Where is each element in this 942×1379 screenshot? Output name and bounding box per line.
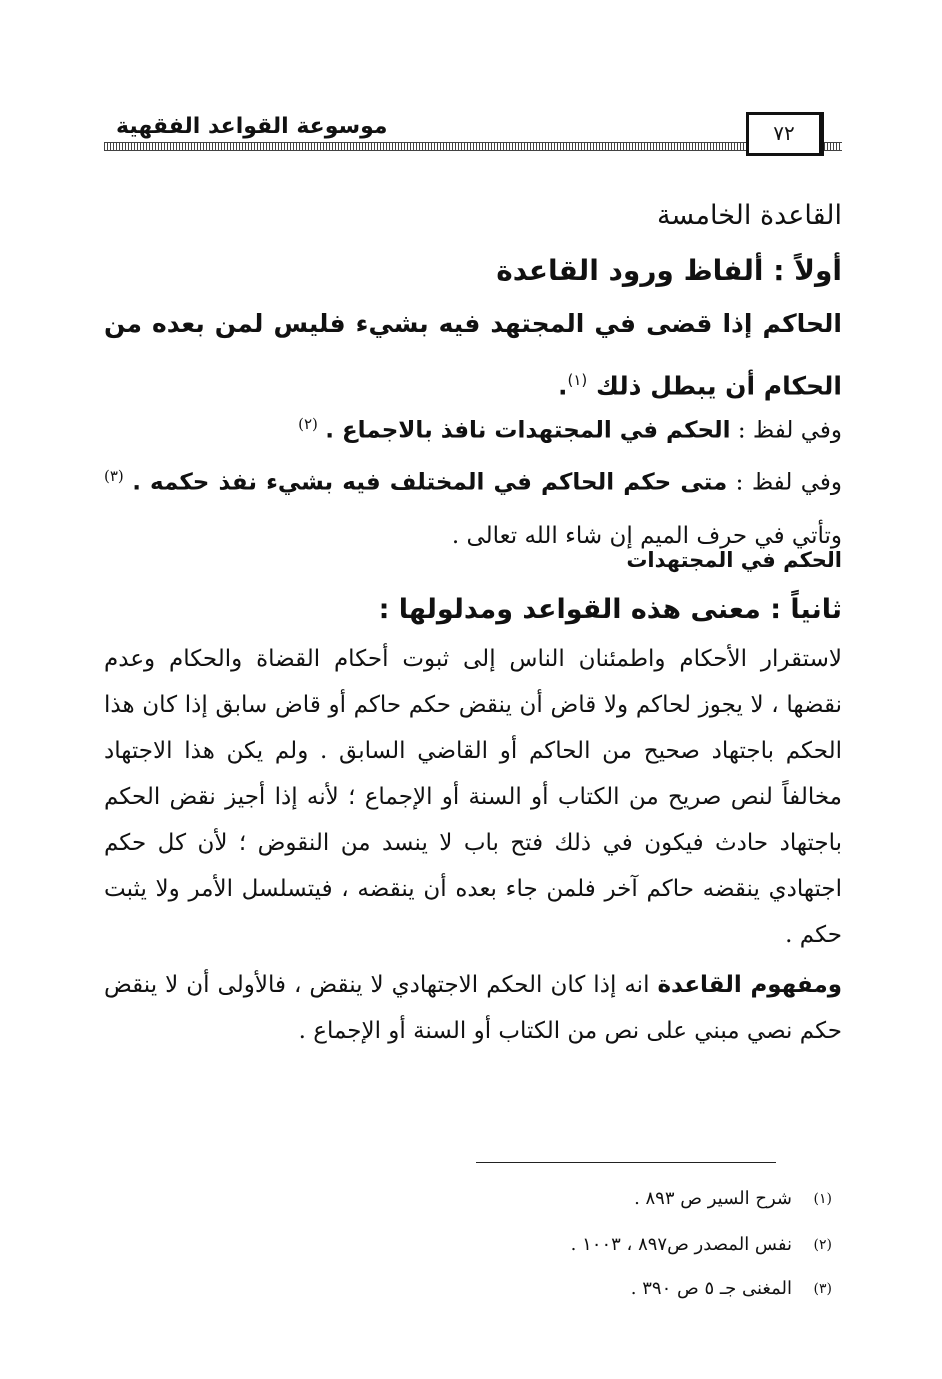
footnote-ref: (٣) (104, 467, 124, 485)
footnote-mark: (٢) (813, 1237, 832, 1253)
variant-prefix: وفي لفظ : (727, 469, 843, 496)
implication-label: ومفهوم القاعدة (657, 972, 843, 998)
footnote (432, 1230, 832, 1260)
side-heading: الحكم في المجتهدات (626, 548, 842, 572)
rule-text-body: الحاكم إذا قضى في المجتهد فيه بشيء فليس لمن بعده من الحكام أن يبطل ذلك (104, 309, 842, 401)
footnote (432, 1274, 832, 1304)
footnote-text: المغنى جـ ٥ ص ٣٩٠ . (630, 1278, 792, 1299)
header-rule (104, 142, 842, 151)
footnote (432, 1184, 832, 1214)
variant-text: الحكم في المجتهدات نافذ بالاجماع . (325, 417, 731, 444)
footnote-text: شرح السير ص ٨٩٣ . (634, 1188, 792, 1209)
rule-text (104, 296, 842, 414)
implication-text: انه إذا كان الحكم الاجتهادي لا ينقض ، فالأولى أن لا ينقض حكم نصي مبني على نص من الكتاب أو السنة أو الإجماع . (104, 972, 842, 1044)
variant-wording-1 (104, 398, 842, 458)
page-number: ٧٢ (746, 112, 824, 156)
running-header (104, 112, 842, 158)
meaning-paragraph: لاستقرار الأحكام واطمئنان الناس إلى ثبوت أحكام القضاة والحكام وعدم نقضها ، لا يجوز لحاكم ولا قاض أن ينقض حكم حاكم أو قاض سابق إذا كان هذا الحكم باجتهاد صحيح من الحاكم أو القاضي السابق . ولم يكن هذا الاجتهاد مخالفاً لنص صريح من الكتاب أو السنة أو الإجماع ؛ لأنه إذا أجيز نقض الحكم باجتهاد حادث فيكون في ذلك فتح باب لا ينسد من النقوض ؛ لأن كل حكم اجتهادي ينقضه حاكم آخر فلمن جاء بعده أن ينقضه ، فيتسلسل الأمر ولا يثبت حكم . (104, 646, 842, 948)
footnote-text: نفس المصدر ص٨٩٧ ، ١٠٠٣ . (570, 1234, 792, 1255)
rule-period: . (558, 371, 568, 401)
variant-prefix: وفي لفظ : (730, 417, 842, 444)
footnote-ref: (١) (567, 371, 588, 389)
footnote-rule (476, 1162, 776, 1163)
footnote-ref: (٢) (298, 415, 318, 433)
implication-paragraph (104, 962, 842, 1054)
variant-tail: وتأتي في حرف الميم إن شاء الله تعالى . (451, 522, 842, 549)
first-heading: أولاً : ألفاظ ورود القاعدة (496, 254, 842, 287)
second-heading: ثانياً : معنى هذه القواعد ومدلولها : (378, 594, 842, 625)
footnote-mark: (٣) (813, 1281, 832, 1297)
variant-text: متى حكم الحاكم في المختلف فيه بشيء نفذ حكمه . (132, 469, 728, 496)
section-title: القاعدة الخامسة (656, 200, 842, 231)
footnote-mark: (١) (813, 1191, 832, 1207)
book-title: موسوعة القواعد الفقهية (110, 112, 394, 142)
